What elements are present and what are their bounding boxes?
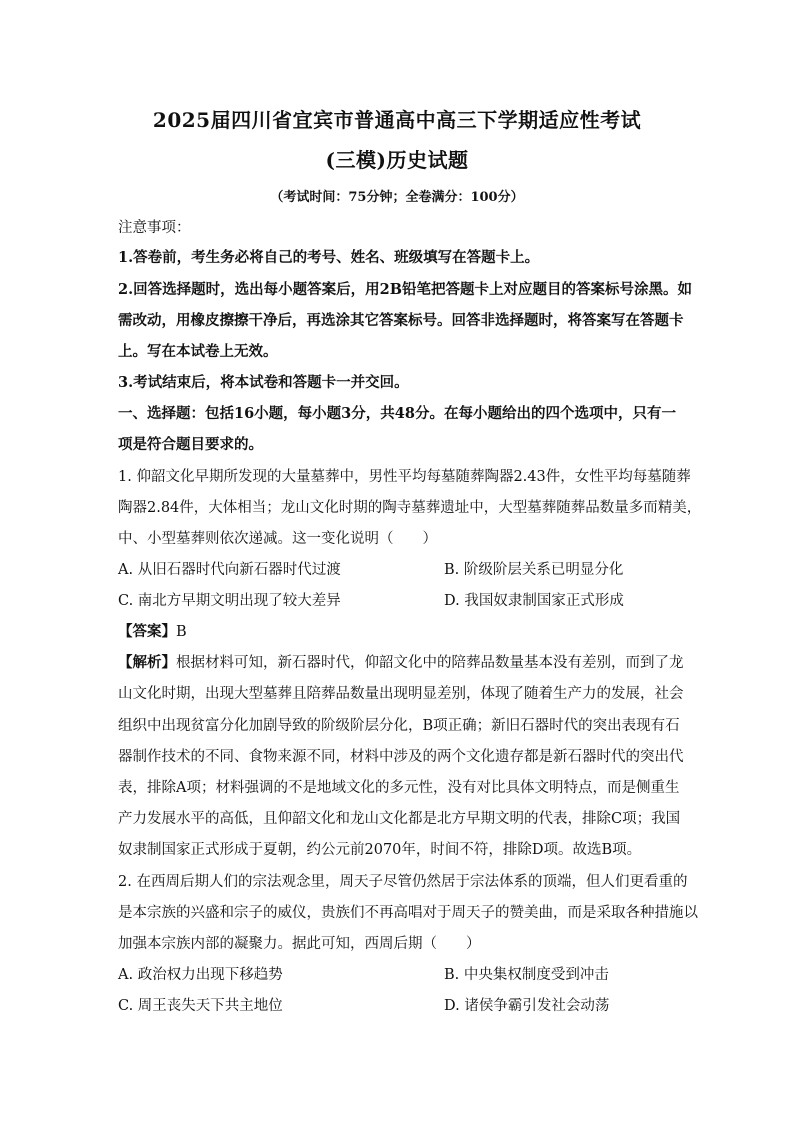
q1-analysis-line: [118, 653, 684, 673]
notice-item: 上。写在本试卷上无效。: [118, 343, 278, 360]
notice-heading: 注意事项：: [118, 220, 191, 236]
exam-title-line2: (三模)历史试题: [325, 148, 469, 172]
q1-option-b: B. 阶级阶层关系已明显分化: [444, 562, 624, 578]
q1-analysis-label: 【解析】: [118, 654, 176, 671]
q1-analysis-line: 山文化时期，出现大型墓葬且陪葬品数量出现明显差别，体现了随着生产力的发展，社会: [118, 686, 684, 702]
notice-item: 2.回答选择题时，选出每小题答案后，用2B铅笔把答题卡上对应题目的答案标号涂黑。如: [118, 281, 692, 298]
q1-analysis-line: 奴隶制国家正式形成于夏朝，约公元前2070年，时间不符，排除D项。故选B项。: [118, 842, 642, 858]
notice-item: 1.答卷前，考生务必将自己的考号、姓名、班级填写在答题卡上。: [118, 249, 540, 266]
q2-stem-line: 是本宗族的兴盛和宗子的威仪，贵族们不再高唱对于周天子的赞美曲，而是采取各种措施以: [118, 905, 698, 921]
q1-stem-line: 中、小型墓葬则依次递减。这一变化说明（ ）: [118, 531, 437, 547]
q1-analysis-line: 组织中出现贫富分化加剧导致的阶级阶层分化，B项正确；新旧石器时代的突出表现有石: [118, 718, 680, 734]
q1-answer-value: B: [176, 624, 187, 640]
section-heading-line2: 项是符合题目要求的。: [118, 436, 263, 453]
q1-option-c: C. 南北方早期文明出现了较大差异: [118, 593, 341, 609]
q1-analysis-line: 表，排除A项；材料强调的不是地域文化的多元性，没有对比具体文明特点，而是侧重生: [118, 780, 680, 796]
q2-option-b: B. 中央集权制度受到冲击: [444, 967, 609, 983]
exam-title-line1: 2025届四川省宜宾市普通高中高三下学期适应性考试: [152, 108, 642, 132]
q1-stem-line: 陶器2.84件，大体相当；龙山文化时期的陶寺墓葬遗址中，大型墓葬随葬品数量多而精美，: [118, 500, 702, 516]
notice-item: 需改动，用橡皮擦擦干净后，再选涂其它答案标号。回答非选择题时，将答案写在答题卡: [118, 312, 684, 329]
q1-analysis-line: 产力发展水平的高低，且仰韶文化和龙山文化都是北方早期文明的代表，排除C项；我国: [118, 811, 681, 827]
exam-info: （考试时间：75分钟；全卷满分：100分）: [270, 190, 524, 205]
q1-option-a: A. 从旧石器时代向新石器时代过渡: [118, 562, 341, 578]
q2-stem-line: 2. 在西周后期人们的宗法观念里，周天子尽管仍然居于宗法体系的顶端，但人们更看重的: [118, 874, 688, 890]
q1-analysis-line: 器制作技术的不同、食物来源不同，材料中涉及的两个文化遗存都是新石器时代的突出代: [118, 749, 684, 765]
q2-stem-line: 加强本宗族内部的凝聚力。据此可知，西周后期（ ）: [118, 936, 481, 952]
q2-option-c: C. 周王丧失天下共主地位: [118, 998, 283, 1014]
q1-analysis-text: 根据材料可知，新石器时代，仰韶文化中的陪葬品数量基本没有差别，而到了龙: [176, 655, 684, 671]
q1-answer-label: 【答案】: [118, 623, 176, 640]
q1-answer: [118, 622, 678, 642]
q1-stem-line: 1. 仰韶文化早期所发现的大量墓葬中，男性平均每墓随葬陶器2.43件，女性平均每墓随葬: [118, 469, 691, 485]
q1-option-d: D. 我国奴隶制国家正式形成: [444, 593, 624, 609]
q2-option-d: D. 诸侯争霸引发社会动荡: [444, 998, 610, 1014]
section-heading-line1: 一、选择题：包括16小题，每小题3分，共48分。在每小题给出的四个选项中，只有一: [118, 405, 676, 422]
q2-option-a: A. 政治权力出现下移趋势: [118, 967, 283, 983]
notice-item: 3.考试结束后，将本试卷和答题卡一并交回。: [118, 374, 409, 391]
